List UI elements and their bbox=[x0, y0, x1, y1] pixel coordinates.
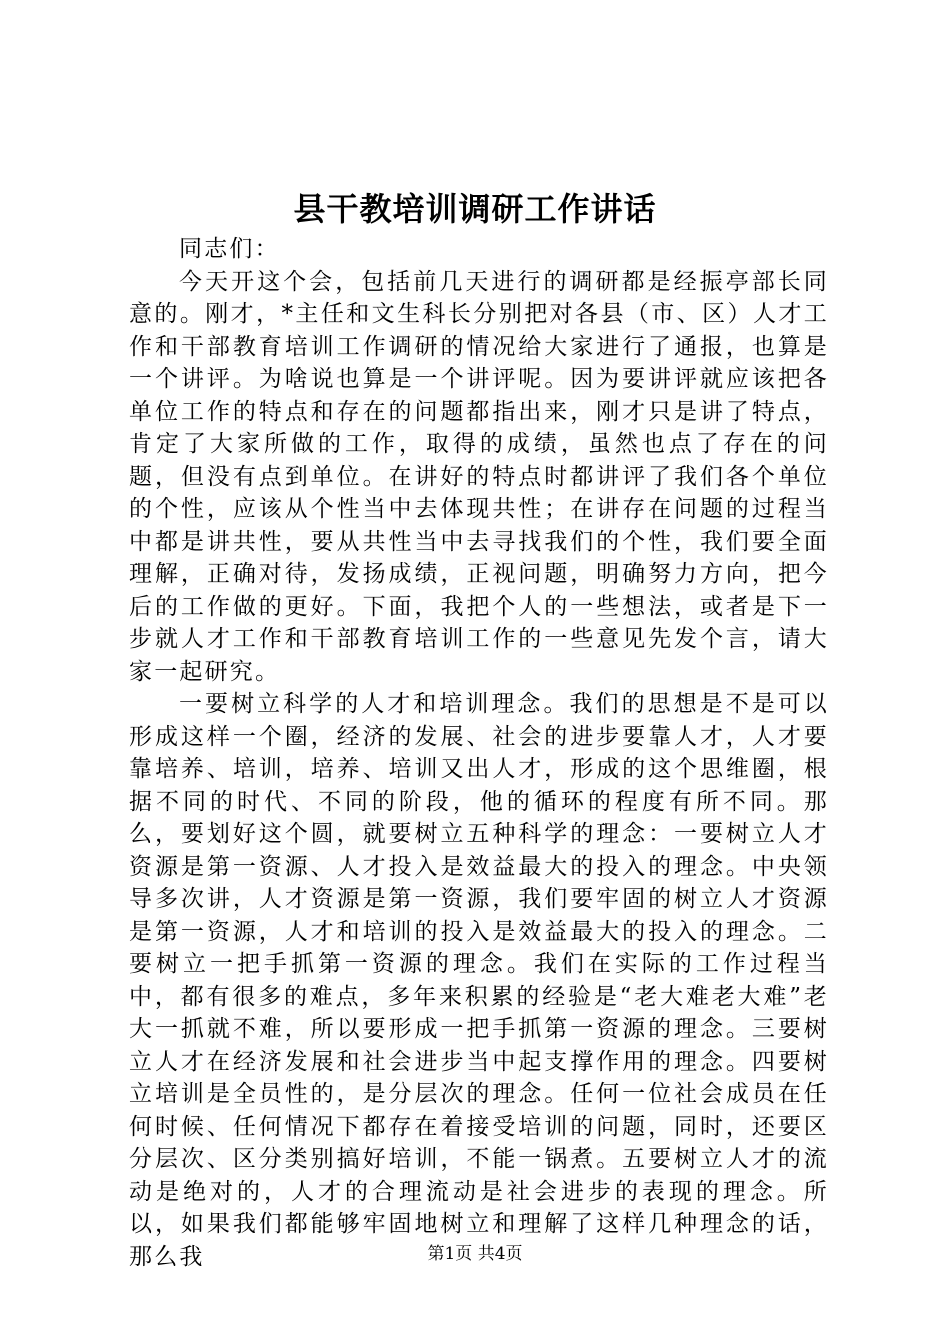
salutation: 同志们： bbox=[179, 236, 280, 262]
paragraph-2: 一要树立科学的人才和培训理念。我们的思想是不是可以形成这样一个圈，经济的发展、社会的进步要靠人才，人才要靠培养、培训，培养、培训又出人才，形成的这个思维圈，根据不同的时代、不同的阶段，他的循环的程度有所不同。那么，要划好这个圆，就要树立五种科学的理念：一要树立人才资源是第一资源、人才投入是效益最大的投入的理念。中央领导多次讲，人才资源是第一资源，我们要牢固的树立人才资源是第一资源，人才和培训的投入是效益最大的投入的理念。二要树立一把手抓第一资源的理念。我们在实际的工作过程当中，都有很多的难点，多年来积累的经验是“老大难老大难”老大一抓就不难，所以要形成一把手抓第一资源的理念。三要树立人才在经济发展和社会进步当中起支撑作用的理念。四要树立培训是全员性的，是分层次的理念。任何一位社会成员在任何时候、任何情况下都存在着接受培训的问题，同时，还要区分层次、区分类别搞好培训，不能一锅煮。五要树立人才的流动是绝对的，人才的合理流动是社会进步的表现的理念。所以，如果我们都能够牢固地树立和理解了这样几种理念的话，那么我 bbox=[129, 691, 829, 1270]
page-number-footer: 第1页 共4页 bbox=[427, 1244, 523, 1264]
paragraph-1: 今天开这个会，包括前几天进行的调研都是经振亭部长同意的。刚才，*主任和文生科长分别把对各县（市、区）人才工作和干部教育培训工作调研的情况给大家进行了通报，也算是一个讲评。为啥说也算是一个讲评呢。因为要讲评就应该把各单位工作的特点和存在的问题都指出来，刚才只是讲了特点，肯定了大家所做的工作，取得的成绩，虽然也点了存在的问题，但没有点到单位。在讲好的特点时都讲评了我们各个单位的个性，应该从个性当中去体现共性；在讲存在问题的过程当中都是讲共性，要从共性当中去寻找我们的个性，我们要全面理解，正确对待，发扬成绩，正视问题，明确努力方向，把今后的工作做的更好。下面，我把个人的一些想法，或者是下一步就人才工作和干部教育培训工作的一些意见先发个言，请大家一起研究。 bbox=[129, 268, 829, 685]
document-title: 县干教培训调研工作讲话 bbox=[293, 190, 657, 228]
document-body bbox=[129, 233, 829, 1273]
